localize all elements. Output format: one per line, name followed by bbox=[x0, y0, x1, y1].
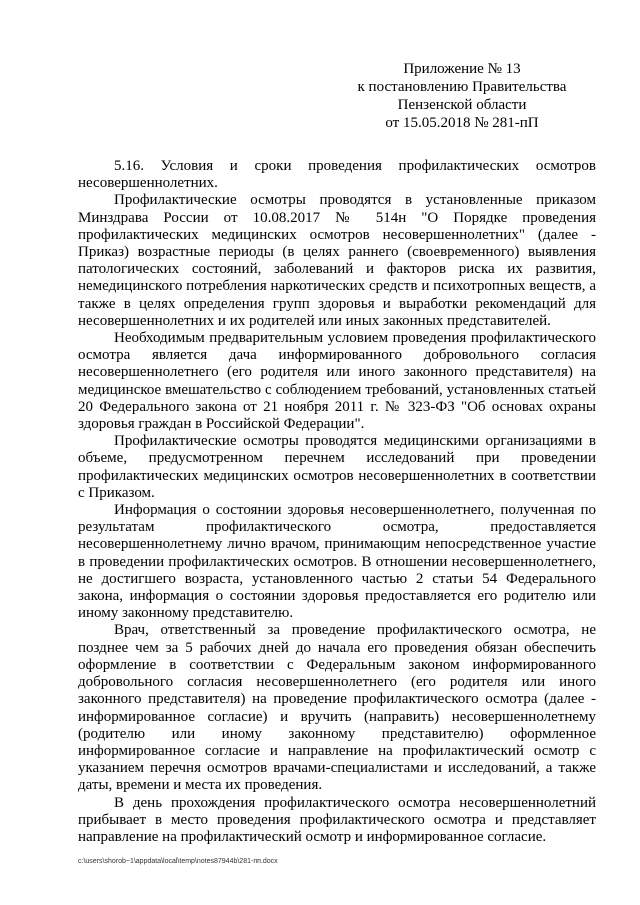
file-path-footer: c:\users\shorob~1\appdata\local\temp\notes87944b\281-пп.docx bbox=[78, 858, 278, 865]
appendix-header bbox=[332, 60, 592, 132]
appendix-number: Приложение № 13 bbox=[403, 61, 521, 77]
body-paragraph: Врач, ответственный за проведение профилактического осмотра, не позднее чем за 5 рабочих дней до начала его проведения обязан обеспечить оформление в соответствии с Федеральным законом информированного добровольного согласия несовершеннолетнего (его родителя или иного законного представителя) на проведение профилактического осмотра (далее - информированное согласие) и вручить (направить) несовершеннолетнему (родителю или иному законному представителю) оформленное информированное согласие и направление на профилактический осмотр с указанием перечня осмотров врачами-специалистами и исследований, а также даты, времени и места их проведения. bbox=[78, 622, 596, 794]
appendix-date-number: от 15.05.2018 № 281-пП bbox=[385, 115, 539, 131]
body-paragraph: Профилактические осмотры проводятся медицинскими организациями в объеме, предусмотренном перечнем исследований при проведении профилактических медицинских осмотров несовершеннолетних в соответствии с Приказом. bbox=[78, 433, 596, 501]
appendix-resolution-ref: к постановлению Правительства bbox=[357, 79, 567, 95]
body-paragraph: Информация о состоянии здоровья несовершеннолетнего, полученная по результатам профилактического осмотра, предоставляется несовершеннолетнему лично врачом, принимающим непосредственное участие в проведении профилактических осмотров. В отношении несовершеннолетнего, не достигшего возраста, установленного частью 2 статьи 54 Федерального закона, информация о состоянии здоровья предоставляется его родителю или иному законному представителю. bbox=[78, 502, 596, 622]
body-paragraph: В день прохождения профилактического осмотра несовершеннолетний прибывает в место проведения профилактического осмотра и представляет направление на профилактический осмотр и информированное согласие. bbox=[78, 794, 596, 845]
document-body bbox=[78, 158, 596, 846]
body-paragraph: Профилактические осмотры проводятся в установленные приказом Минздрава России от 10.08.2017 № 514н "О Порядке проведения профилактических медицинских осмотров несовершеннолетних" (далее - Приказ) возрастные периоды (в целях раннего (своевременного) выявления патологических состояний, заболеваний и факторов риска их развития, немедицинского потребления наркотических средств и психотропных веществ, а также в целях определения групп здоровья и выработки рекомендаций для несовершеннолетних и их родителей или иных законных представителей. bbox=[78, 192, 596, 329]
body-paragraph: Необходимым предварительным условием проведения профилактического осмотра является дача информированного добровольного согласия несовершеннолетнего (его родителя или иного законного представителя) на медицинское вмешательство с соблюдением требований, установленных статьей 20 Федерального закона от 21 ноября 2011 г. № 323-ФЗ "Об основах охраны здоровья граждан в Российской Федерации". bbox=[78, 330, 596, 433]
appendix-region: Пензенской области bbox=[397, 97, 527, 113]
section-heading-paragraph: 5.16. Условия и сроки проведения профилактических осмотров несовершеннолетних. bbox=[78, 158, 596, 192]
